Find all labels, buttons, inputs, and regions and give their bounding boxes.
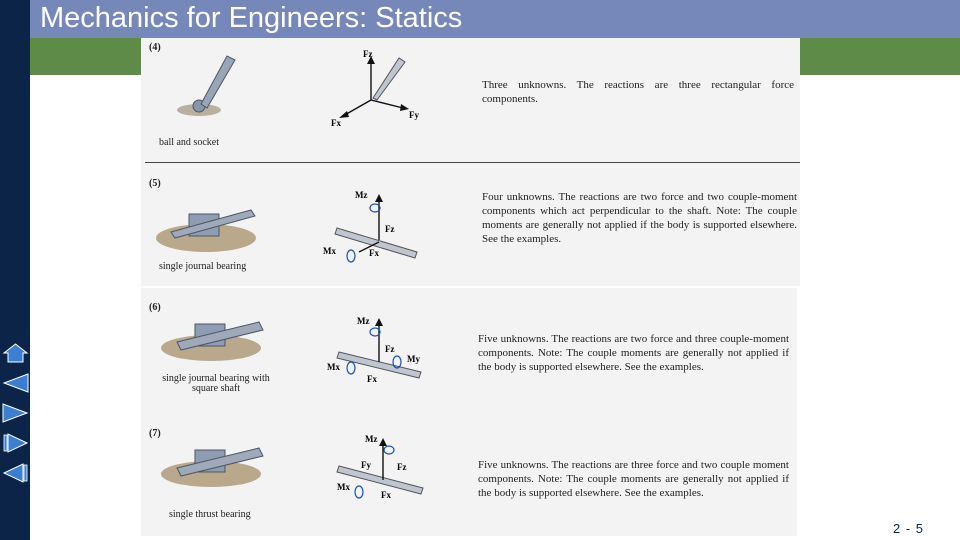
support-number: (4) — [149, 42, 161, 53]
force-label: Fx — [367, 374, 377, 384]
support-description: Three unknowns. The reactions are three rectangular force components. — [482, 79, 794, 105]
forward-arrow-icon[interactable] — [2, 400, 29, 426]
back-arrow-icon[interactable] — [2, 370, 29, 396]
support-row-4 — [141, 38, 800, 162]
thrust-bearing-fbd — [321, 422, 431, 512]
force-label: Mz — [355, 190, 368, 200]
support-caption: single journal bearing — [159, 261, 247, 272]
thrust-bearing-illustration — [155, 432, 269, 496]
content-panel-bottom — [141, 288, 797, 536]
support-number: (7) — [149, 428, 161, 439]
ball-socket-fbd — [321, 48, 431, 128]
title-bar — [30, 0, 960, 38]
square-shaft-bearing-fbd — [321, 302, 431, 392]
support-caption: single thrust bearing — [169, 509, 251, 520]
support-row-5 — [141, 174, 800, 286]
force-label: My — [407, 354, 420, 364]
journal-bearing-illustration — [151, 192, 261, 262]
support-number: (5) — [149, 178, 161, 189]
force-label: Fy — [409, 110, 419, 120]
support-description: Five unknowns. The reactions are three force and two couple moment components. Note: The couple moments are generally not applied if the body is supported elsewhere. See the examples. — [478, 459, 789, 499]
last-slide-icon[interactable] — [2, 460, 29, 486]
support-number: (6) — [149, 302, 161, 313]
support-caption: single journal bearing with square shaft — [162, 373, 270, 394]
force-label: Fx — [381, 490, 391, 500]
support-row-7 — [141, 424, 797, 532]
left-sidebar — [0, 0, 30, 540]
journal-bearing-fbd — [319, 182, 429, 272]
square-shaft-bearing-illustration — [155, 306, 269, 370]
force-label: Mz — [357, 316, 370, 326]
force-label: Mz — [365, 434, 378, 444]
force-label: Fx — [369, 248, 379, 258]
page-number: 2 - 5 — [892, 521, 924, 536]
force-label: Mx — [327, 362, 340, 372]
force-label: Fz — [363, 49, 373, 59]
force-label: Fz — [385, 344, 395, 354]
force-label: Fy — [361, 460, 371, 470]
force-label: Mx — [337, 482, 350, 492]
page-title: Mechanics for Engineers: Statics — [40, 2, 463, 34]
row-divider — [145, 162, 800, 163]
support-description: Five unknowns. The reactions are two force and three couple-moment components. Note: The couple moments are generally not applied if the body is supported elsewhere. See the examples. — [478, 333, 789, 373]
force-label: Fx — [331, 118, 341, 128]
force-label: Fz — [385, 224, 395, 234]
first-slide-icon[interactable] — [2, 430, 29, 456]
support-caption: ball and socket — [159, 137, 219, 148]
force-label: Fz — [397, 462, 407, 472]
home-icon[interactable] — [2, 340, 29, 366]
ball-socket-illustration — [167, 48, 247, 128]
content-panel-top — [141, 38, 800, 286]
support-description: Four unknowns. The reactions are two force and two couple-moment components which act perpendicular to the shaft. Note: The couple moments are generally not applied if the body is supported elsewhere. See the examples. — [482, 191, 797, 245]
force-label: Mx — [323, 246, 336, 256]
support-row-6 — [141, 298, 797, 416]
